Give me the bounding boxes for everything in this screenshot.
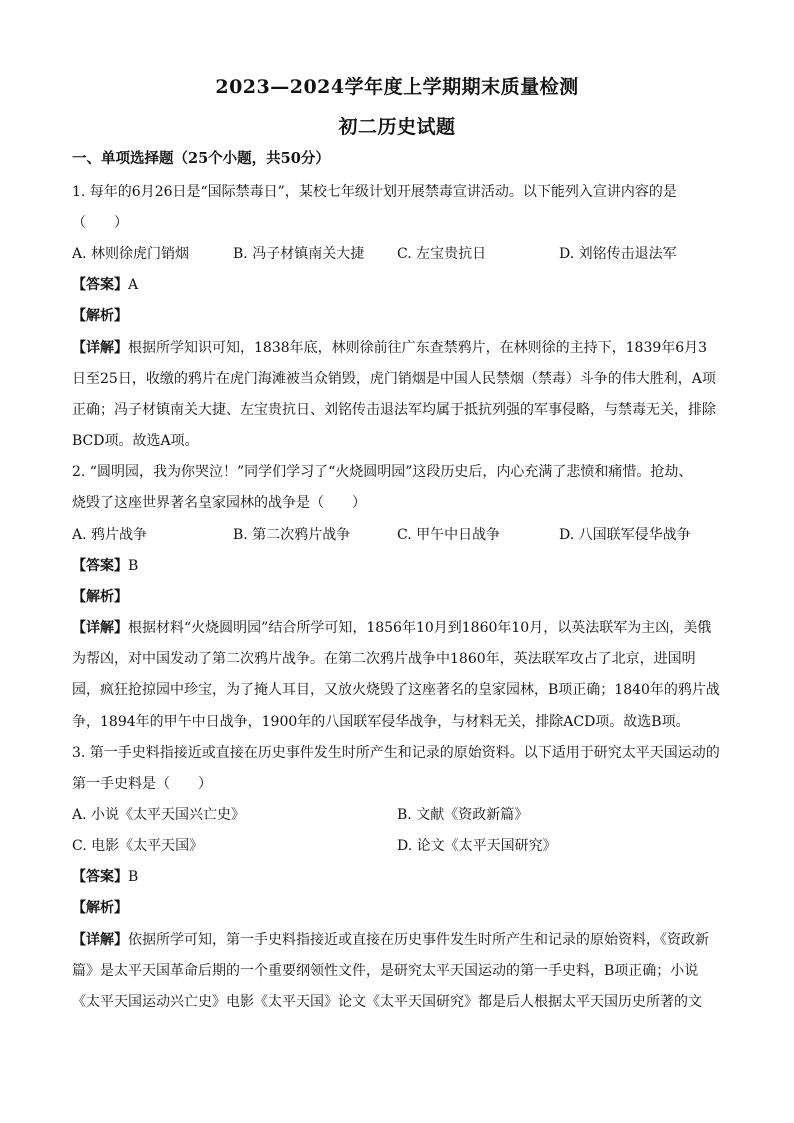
q1-analysis-label — [72, 306, 724, 326]
q2-option-b: B. 第二次鸦片战争 — [233, 527, 351, 543]
q2-option-c: C. 甲午中日战争 — [397, 527, 501, 543]
q1-stem-line2: （ ） — [72, 215, 128, 231]
q3-detail-line: 《太平天国运动兴亡史》电影《太平天国》论文《太平天国研究》都是后人根据太平天国历史所著的文 — [72, 994, 702, 1010]
q1-option-d: D. 刘铭传击退法军 — [559, 246, 677, 262]
q2-detail-line: 【详解】根据材料“火烧圆明园”结合所学可知，1856年10月到1860年10月，以英法联军为主凶，美俄 — [72, 620, 712, 636]
q2-stem-line2: 烧毁了这座世界著名皇家园林的战争是（ ） — [72, 495, 366, 511]
q1-detail-line: BCD项。故选A项。 — [72, 433, 199, 449]
q3-option-c: C. 电影《太平天国》 — [72, 838, 204, 854]
q2-option-d: D. 八国联军侵华战争 — [559, 527, 691, 543]
section-tag: 【解析】 — [72, 308, 128, 324]
q3-detail-line: 篇》是太平天国革命后期的一个重要纲领性文件，是研究太平天国运动的第一手史料，B项正确；小说 — [72, 963, 699, 979]
section-tag: 【解析】 — [72, 589, 128, 605]
q3-stem-line1: 3. 第一手史料指接近或直接在历史事件发生时所产生和记录的原始资料。以下适用于研究太平天国运动的 — [72, 745, 720, 761]
section-tag: 【答案】 — [72, 869, 128, 885]
q2-detail-line: 为帮凶，对中国发动了第二次鸦片战争。在第二次鸦片战争中1860年，英法联军攻占了北京，进国明 — [72, 651, 696, 667]
q2-detail-line: 园，疯狂抢掠园中珍宝，为了掩人耳目，又放火烧毁了这座著名的皇家园林，B项正确；1840年的鸦片战 — [72, 682, 720, 698]
q2-option-a: A. 鸦片战争 — [72, 527, 148, 543]
q3-option-a: A. 小说《太平天国兴亡史》 — [72, 807, 246, 823]
section-tag: 【答案】 — [72, 558, 128, 574]
q1-option-a: A. 林则徐虎门销烟 — [72, 246, 190, 262]
q1-option-c: C. 左宝贵抗日 — [397, 246, 487, 262]
q3-stem-line2: 第一手史料是（ ） — [72, 776, 212, 792]
q3-analysis-label — [72, 898, 724, 918]
q2-answer: 【答案】B — [72, 558, 139, 574]
q1-detail-line: 【详解】根据所学知识可知，1838年底，林则徐前往广东查禁鸦片，在林则徐的主持下，1839年6月3 — [72, 340, 708, 356]
q1-detail-line: 日至25日，收缴的鸦片在虎门海滩被当众销毁，虎门销烟是中国人民禁烟（禁毒）斗争的伟大胜利，A项 — [72, 371, 716, 387]
q2-analysis-label — [72, 587, 724, 607]
q2-stem-line1: 2. “圆明园，我为你哭泣！”同学们学习了“火烧圆明园”这段历史后，内心充满了悲愤和痛惜。抢劫、 — [72, 464, 693, 480]
section-tag: 【解析】 — [72, 900, 128, 916]
q1-option-b: B. 冯子材镇南关大捷 — [233, 246, 365, 262]
q3-option-d: D. 论文《太平天国研究》 — [397, 838, 557, 854]
section-heading: 一、单项选择题（25个小题，共50分） — [72, 150, 330, 167]
section-tag: 【答案】 — [72, 277, 128, 293]
q3-option-b: B. 文献《资政新篇》 — [397, 807, 529, 823]
q3-detail-line: 【详解】依据所学可知，第一手史料指接近或直接在历史事件发生时所产生和记录的原始资料，《资政新 — [72, 932, 709, 948]
section-tag: 【详解】 — [72, 932, 128, 948]
q1-answer: 【答案】A — [72, 277, 139, 293]
q1-detail-line: 正确；冯子材镇南关大捷、左宝贵抗日、刘铭传击退法军均属于抵抗列强的军事侵略，与禁毒无关，排除 — [72, 402, 716, 418]
exam-title: 2023—2024学年度上学期期末质量检测 — [215, 76, 579, 98]
q2-detail-line: 争，1894年的甲午中日战争，1900年的八国联军侵华战争，与材料无关，排除ACD项。故选B项。 — [72, 714, 690, 730]
section-tag: 【详解】 — [72, 340, 128, 356]
exam-subtitle: 初二历史试题 — [338, 116, 456, 138]
q3-answer: 【答案】B — [72, 869, 139, 885]
q1-stem-line1: 1. 每年的6月26日是“国际禁毒日”，某校七年级计划开展禁毒宣讲活动。以下能列入宣讲内容的是 — [72, 184, 677, 200]
section-tag: 【详解】 — [72, 620, 128, 636]
